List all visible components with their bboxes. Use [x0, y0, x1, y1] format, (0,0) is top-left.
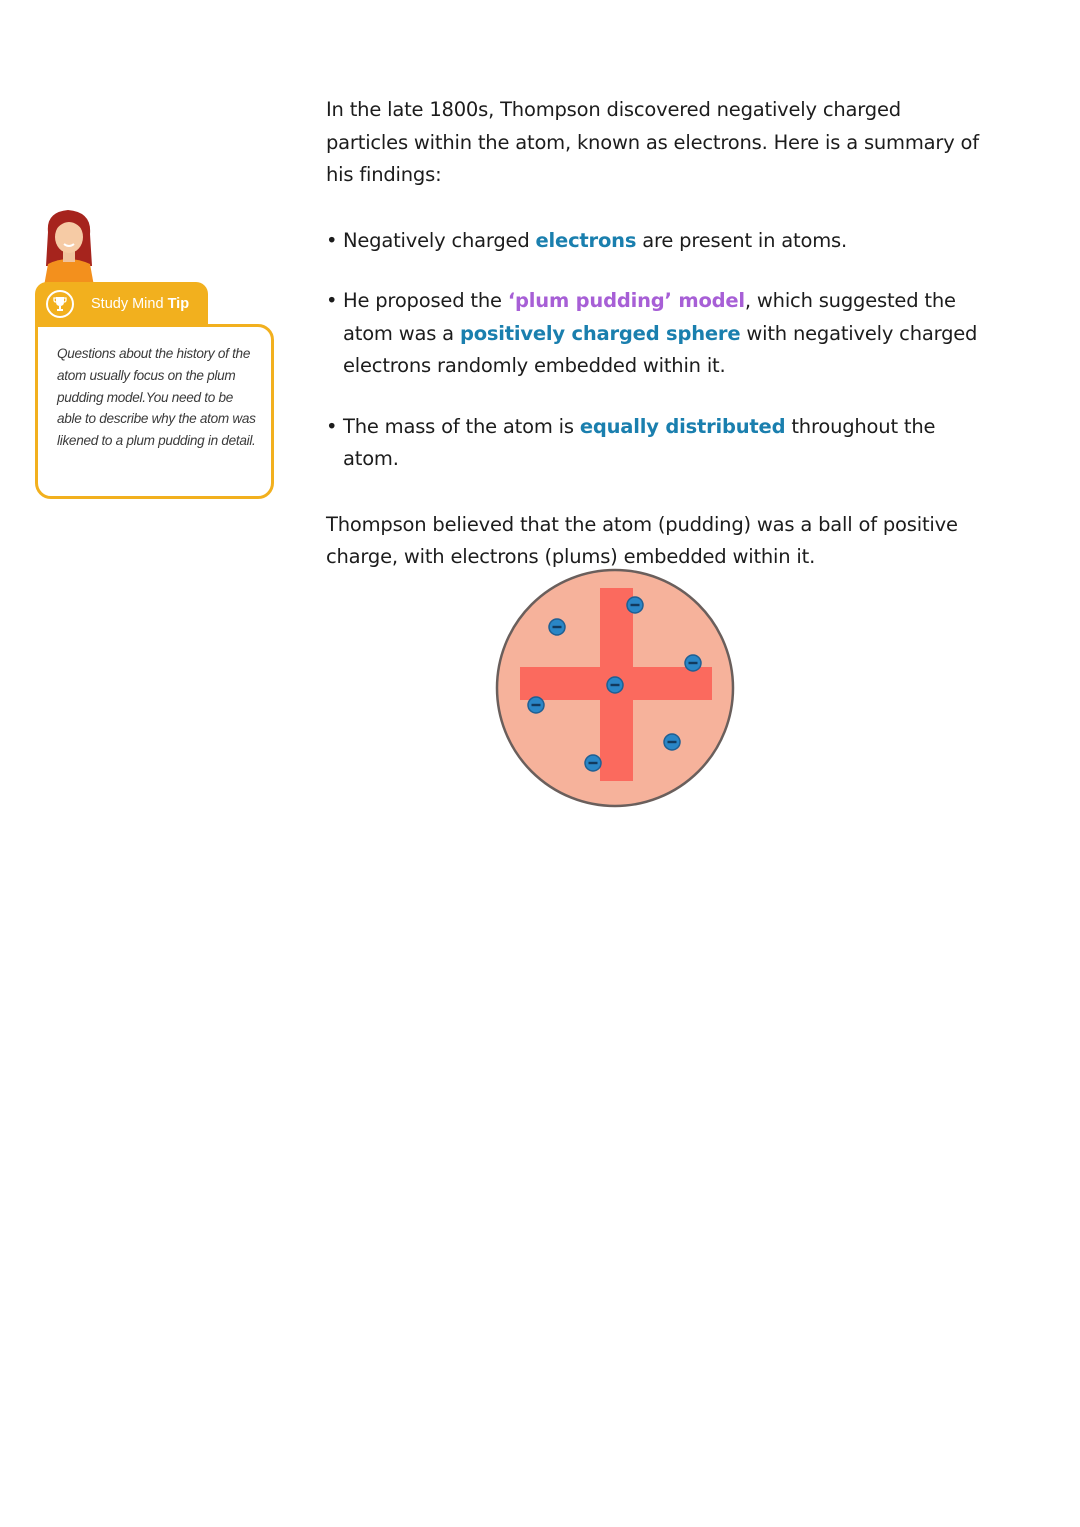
plum-pudding-diagram: [494, 567, 736, 809]
tip-box: [35, 324, 274, 499]
tutor-avatar-icon: [38, 204, 100, 286]
finding-2-pre: He proposed the: [343, 289, 508, 312]
finding-3-pre: The mass of the atom is: [343, 414, 580, 438]
electron-7: [585, 755, 601, 771]
electron-1: [627, 597, 643, 613]
conclusion-paragraph: Thompson believed that the atom (pudding) was a ball of positive charge, with electrons (plums) embedded within it.: [326, 512, 958, 568]
tip-title-light: Study Mind: [91, 296, 164, 312]
findings-list: [326, 225, 986, 476]
finding-2-post: with negatively charged electrons randomly embedded within it.: [343, 321, 978, 377]
finding-3-post: throughout the atom.: [343, 414, 936, 470]
electron-6: [664, 734, 680, 750]
electron-3: [685, 655, 701, 671]
intro-paragraph: In the late 1800s, Thompson discovered negatively charged particles within the atom, known as electrons. Here is a summary of his findings:: [326, 98, 979, 186]
tip-text: Questions about the history of the atom usually focus on the plum pudding model.You need to be able to describe why the atom was likened to a plum pudding in detail.: [57, 346, 256, 449]
electron-5: [528, 697, 544, 713]
tip-header: [35, 282, 208, 328]
electron-minus-sign: [553, 626, 562, 628]
finding-2-highlight-2: positively charged sphere: [459, 321, 741, 345]
electron-2: [549, 619, 565, 635]
finding-1-highlight: electrons: [535, 228, 637, 252]
electron-minus-sign: [668, 741, 677, 743]
electron-minus-sign: [689, 662, 698, 664]
electron-minus-sign: [532, 704, 541, 706]
finding-1-post: are present in atoms.: [636, 228, 847, 252]
tip-title-bold: Tip: [167, 296, 190, 312]
tip-title: [91, 296, 189, 312]
finding-mass: [326, 411, 986, 476]
main-content: [326, 94, 986, 574]
finding-1-pre: Negatively charged: [343, 228, 536, 252]
electron-4: [607, 677, 623, 693]
electron-minus-sign: [631, 604, 640, 606]
electron-minus-sign: [589, 762, 598, 764]
electron-minus-sign: [611, 684, 620, 686]
trophy-icon: [46, 290, 74, 318]
finding-2-highlight: ‘plum pudding’ model: [507, 289, 745, 312]
finding-plum-pudding: [326, 285, 986, 383]
finding-3-highlight: equally distributed: [579, 414, 786, 438]
finding-electrons: [326, 225, 986, 258]
finding-2-mid: , which suggested the atom was a: [343, 289, 956, 345]
